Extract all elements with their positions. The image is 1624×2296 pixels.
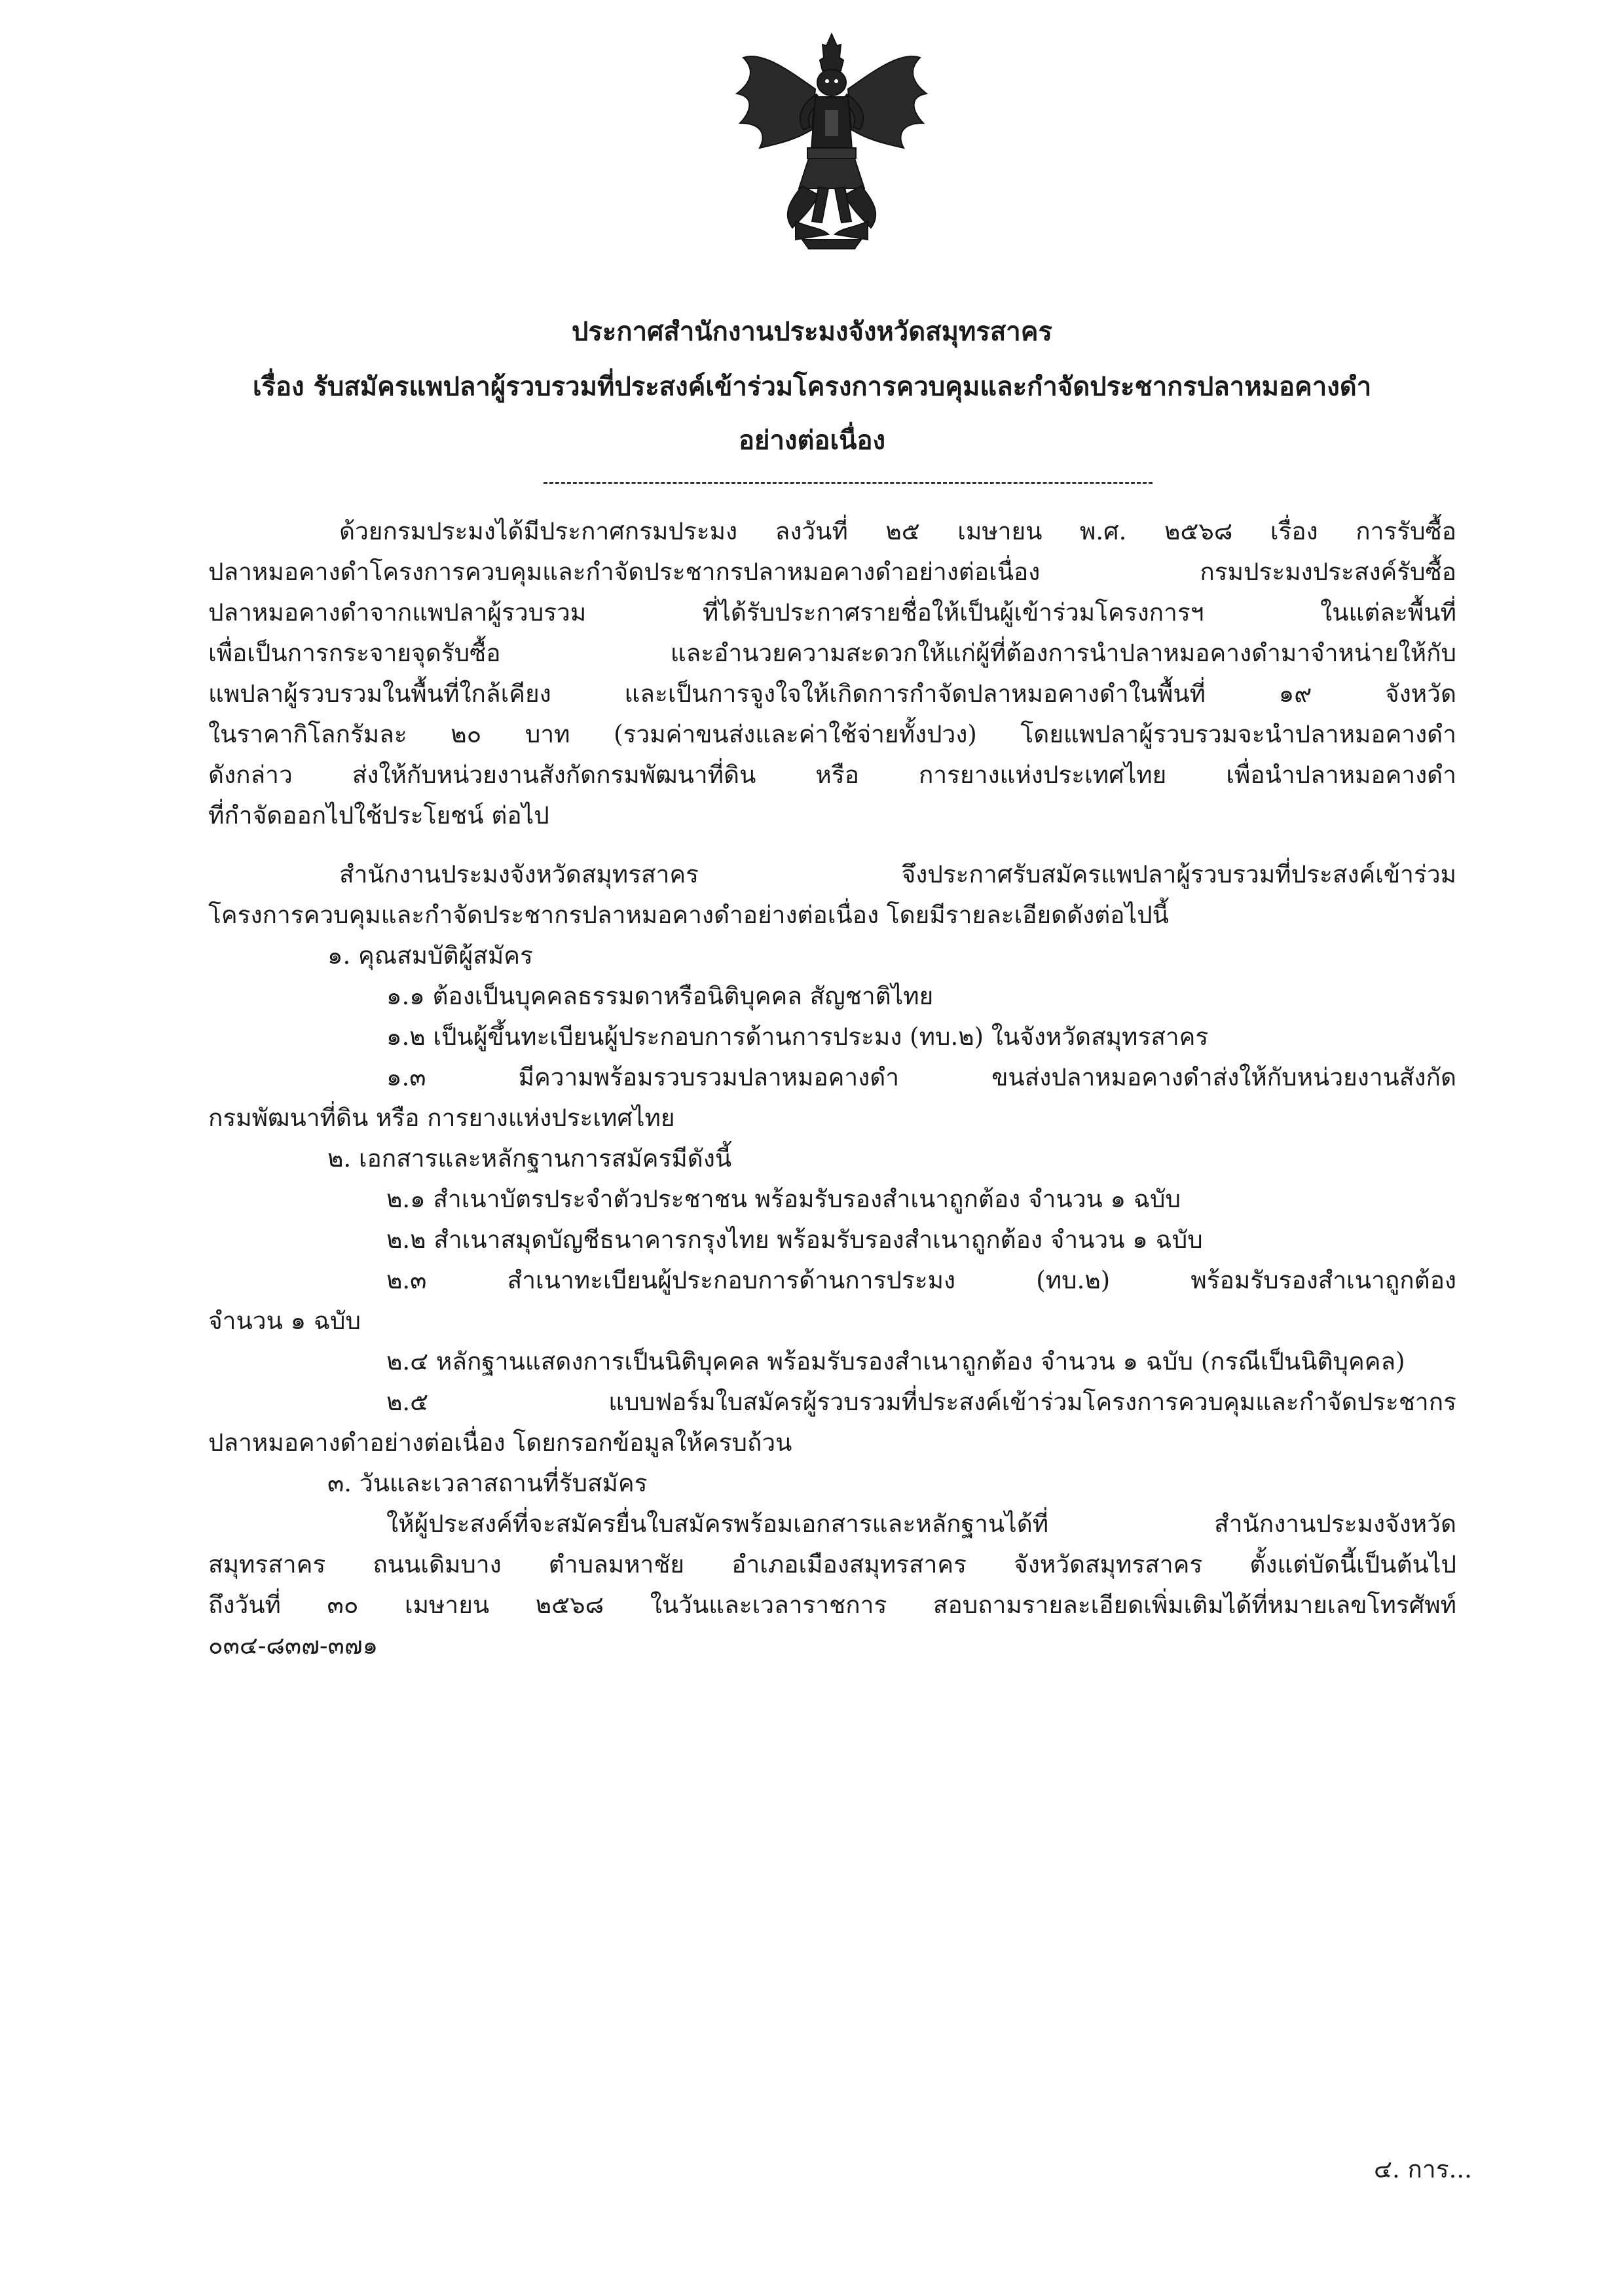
section-3-line: ให้ผู้ประสงค์ที่จะสมัครยื่นใบสมัครพร้อมเอกสารและหลักฐานได้ที่ สำนักงานประมงจังหวัด <box>386 1510 1456 1538</box>
p1-line: ด้วยกรมประมงได้มีประกาศกรมประมง ลงวันที่ ๒๕ เมษายน พ.ศ. ๒๕๖๘ เรื่อง การรับซื้อ <box>339 517 1456 545</box>
section-2-5: ๒.๕ แบบฟอร์มใบสมัครผู้รวบรวมที่ประสงค์เข้าร่วมโครงการควบคุมและกำจัดประชากร <box>386 1388 1456 1416</box>
p1-line: ในราคากิโลกรัมละ ๒๐ บาท (รวมค่าขนส่งและค่าใช้จ่ายทั้งปวง) โดยแพปลาผู้รวบรวมจะนำปลาหมอคางดำ <box>208 720 1456 748</box>
section-2-3: ๒.๓ สำเนาทะเบียนผู้ประกอบการด้านการประมง (ทบ.๒) พร้อมรับรองสำเนาถูกต้อง <box>386 1266 1456 1294</box>
section-3-line: สมุทรสาคร ถนนเดิมบาง ตำบลมหาชัย อำเภอเมืองสมุทรสาคร จังหวัดสมุทรสาคร ตั้งแต่บัดนี้เป็นต้นไป <box>208 1550 1456 1578</box>
section-2-2: ๒.๒ สำเนาสมุดบัญชีธนาคารกรุงไทย พร้อมรับรองสำเนาถูกต้อง จำนวน ๑ ฉบับ <box>386 1226 1203 1254</box>
section-2-4: ๒.๔ หลักฐานแสดงการเป็นนิติบุคคล พร้อมรับรองสำเนาถูกต้อง จำนวน ๑ ฉบับ (กรณีเป็นนิติบุคคล) <box>386 1347 1405 1376</box>
garuda-emblem-icon <box>730 31 933 254</box>
p1-line: ปลาหมอคางดำจากแพปลาผู้รวบรวม ที่ได้รับประกาศรายชื่อให้เป็นผู้เข้าร่วมโครงการฯ ในแต่ละพื้นที่ <box>208 598 1456 627</box>
section-2-5-cont: ปลาหมอคางดำอย่างต่อเนื่อง โดยกรอกข้อมูลให้ครบถ้วน <box>208 1429 792 1457</box>
section-3-heading: ๓. วันและเวลาสถานที่รับสมัคร <box>327 1469 648 1497</box>
p1-line: ปลาหมอคางดำโครงการควบคุมและกำจัดประชากรปลาหมอคางดำอย่างต่อเนื่อง กรมประมงประสงค์รับซื้อ <box>208 558 1456 586</box>
section-3-line: ถึงวันที่ ๓๐ เมษายน ๒๕๖๘ ในวันและเวลาราชการ สอบถามรายละเอียดเพิ่มเติมได้ที่หมายเลขโทรศัพท์ <box>208 1591 1456 1619</box>
announcement-issuer: ประกาศสำนักงานประมงจังหวัดสมุทรสาคร <box>572 316 1052 347</box>
p1-line: ดังกล่าว ส่งให้กับหน่วยงานสังกัดกรมพัฒนาที่ดิน หรือ การยางแห่งประเทศไทย เพื่อนำปลาหมอคางดำ <box>208 761 1456 789</box>
p2-line: สำนักงานประมงจังหวัดสมุทรสาคร จึงประกาศรับสมัครแพปลาผู้รวบรวมที่ประสงค์เข้าร่วม <box>339 860 1456 888</box>
title-divider <box>544 482 1153 484</box>
announcement-subject: เรื่อง รับสมัครแพปลาผู้รวบรวมที่ประสงค์เข้าร่วมโครงการควบคุมและกำจัดประชากรปลาหมอคางดำ <box>252 371 1372 402</box>
section-2-1: ๒.๑ สำเนาบัตรประจำตัวประชาชน พร้อมรับรองสำเนาถูกต้อง จำนวน ๑ ฉบับ <box>386 1185 1181 1213</box>
p1-line: ที่กำจัดออกไปใช้ประโยชน์ ต่อไป <box>208 801 549 829</box>
section-1-1: ๑.๑ ต้องเป็นบุคคลธรรมดาหรือนิติบุคคล สัญชาติไทย <box>386 982 934 1010</box>
p1-line: แพปลาผู้รวบรวมในพื้นที่ใกล้เคียง และเป็นการจูงใจให้เกิดการกำจัดปลาหมอคางดำในพื้นที่ ๑๙ จังหวัด <box>208 680 1456 708</box>
announcement-subject-cont: อย่างต่อเนื่อง <box>738 425 886 456</box>
phone-number: ๐๓๔-๘๓๗-๓๗๑ <box>208 1631 378 1660</box>
section-2-3-cont: จำนวน ๑ ฉบับ <box>208 1307 361 1335</box>
section-1-3-cont: กรมพัฒนาที่ดิน หรือ การยางแห่งประเทศไทย <box>208 1104 675 1132</box>
p1-line: เพื่อเป็นการกระจายจุดรับซื้อ และอำนวยความสะดวกให้แก่ผู้ที่ต้องการนำปลาหมอคางดำมาจำหน่ายให้กับ <box>208 639 1456 667</box>
section-1-heading: ๑. คุณสมบัติผู้สมัคร <box>327 941 533 970</box>
p2-line: โครงการควบคุมและกำจัดประชากรปลาหมอคางดำอย่างต่อเนื่อง โดยมีรายละเอียดดังต่อไปนี้ <box>208 901 1169 929</box>
section-1-3: ๑.๓ มีความพร้อมรวบรวมปลาหมอคางดำ ขนส่งปลาหมอคางดำส่งให้กับหน่วยงานสังกัด <box>386 1063 1456 1091</box>
section-2-heading: ๒. เอกสารและหลักฐานการสมัครมีดังนี้ <box>327 1144 732 1173</box>
section-1-2: ๑.๒ เป็นผู้ขึ้นทะเบียนผู้ประกอบการด้านการประมง (ทบ.๒) ในจังหวัดสมุทรสาคร <box>386 1023 1209 1051</box>
next-page-marker: ๔. การ... <box>1374 2155 1472 2183</box>
